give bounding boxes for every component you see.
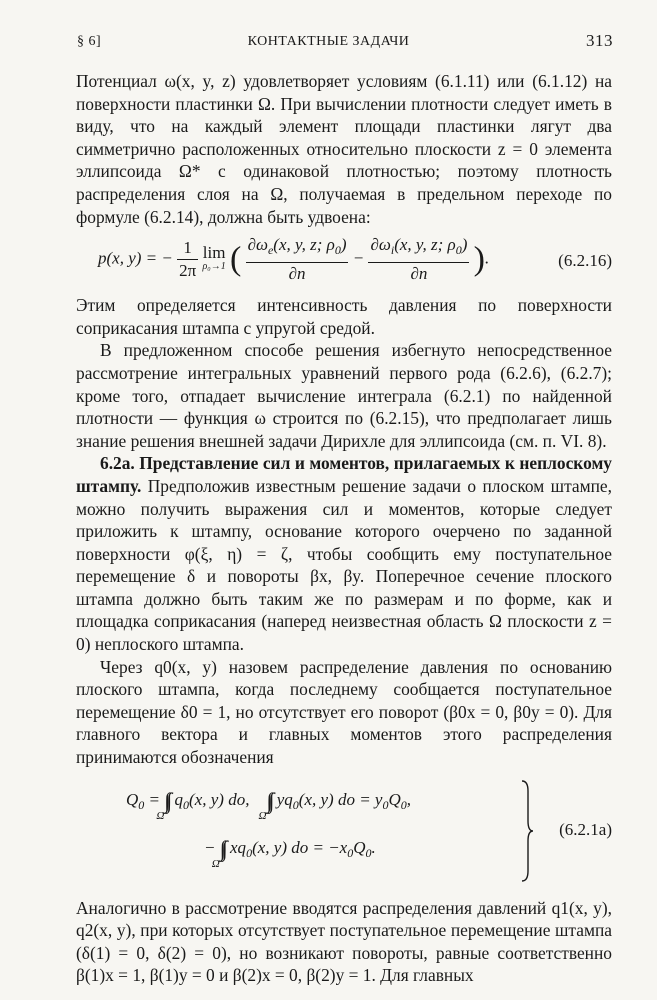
right-brace [520,779,534,883]
equation-6-2-1a-row1: $Q_0 = \int\int_\Omega$ $q_0(x$, y) do, $\int\int_\Omega$ $yq_0(x$, y) do = $y_0Q_0$, [126,787,412,822]
equation-number: (6.2.16) [558,251,612,271]
paragraph-intensity: Этим определяется интенсивность давления по поверхности соприкасания штампа с упругой средой. [76,295,612,338]
running-header-section: § 6] [77,34,102,49]
section-heading: 6.2а. Представление сил и моментов, прилагаемых к неплоскому штампу. [76,453,612,496]
equation-number: (6.2.1a) [559,819,612,839]
paragraph-analogous: Аналогично в рассмотрение вводятся распределения давлений q1(x, y), q2(x, y), при которых отсутствует поступательное перемещение штампа (δ(1) = 0, δ(2) = 0), но возникают повороты, равные соответственно β(1)x = 1, β(1)y = 0 и β(2)x = 0, β(2)y = 1. Для главных [76,897,612,986]
section-text: Предположив известным решение задачи о плоском штампе, можно получить выражения сил и моментов, которые следует приложить к штампу, основание которого очерчено по заданной поверхности φ(ξ, η) = ζ, чтобы сообщить ему поступательное перемещение δ и повороты βx, βy. Поперечное сечение плоского штампа должно быть таким же по размерам и по форме, как и площадка соприкасания (наперед неизвестная область Ω плоскости z = 0) неплоского штампа. [76,475,612,655]
running-header-title: КОНТАКТНЫЕ ЗАДАЧИ [247,34,410,49]
paragraph-q0: Через q0(x, y) назовем распределение давления по основанию плоского штампа, когда последнему сообщается поступательное перемещение δ0 = 1, но отсутствует его поворот (β0x = 0, β0y = 0). Для главного вектора и главных моментов этого распределения принимаются обозначения [76,656,612,768]
equation-6-2-1a-row2: − $\int\int_\Omega$ $xq_0(x$, y) do = $-x_0Q_0$. [204,835,376,870]
page-body [76,70,612,987]
page-number: 313 [586,31,613,50]
paragraph-potential: Потенциал ω(x, y, z) удовлетворяет условиям (6.1.11) или (6.1.12) на поверхности пластинки Ω. При вычислении плотности следует иметь в виду, что на каждый элемент площади пластинки лягут два симметрично расположенных относительно плоскости z = 0 элемента эллипсоида Ω* с одинаковой плотностью; поэтому плотность распределения слоя на Ω, получаемая в предельном переходе по формуле (6.2.14), должна быть удвоена: [76,71,612,227]
equation-6-2-16-formula: p(x, y) = − $\frac{1}{2\pi}$ lim ρ₀→1 ( $\frac{\partial\omega_e(x, y, z; \rho_0)}{\partial n}$ − $\frac{\partial\omega_i(x, y, z; \rho_0)}{\partial n}$ ). [98,235,490,283]
paragraph-method: В предложенном способе решения избегнуто непосредственное рассмотрение интегральных уравнений первого рода (6.2.6), (6.2.7); кроме того, отпадает вычисление интеграла (6.2.1) по найденной плотности — функция ω строится по (6.2.15), что предполагает лишь знание решения внешней задачи Дирихле для эллипсоида (см. п. VI. 8). [76,340,612,451]
equation-6-2-16 [76,228,612,294]
paragraph-section-6-2a [76,452,612,655]
equation-6-2-1a [76,779,612,897]
